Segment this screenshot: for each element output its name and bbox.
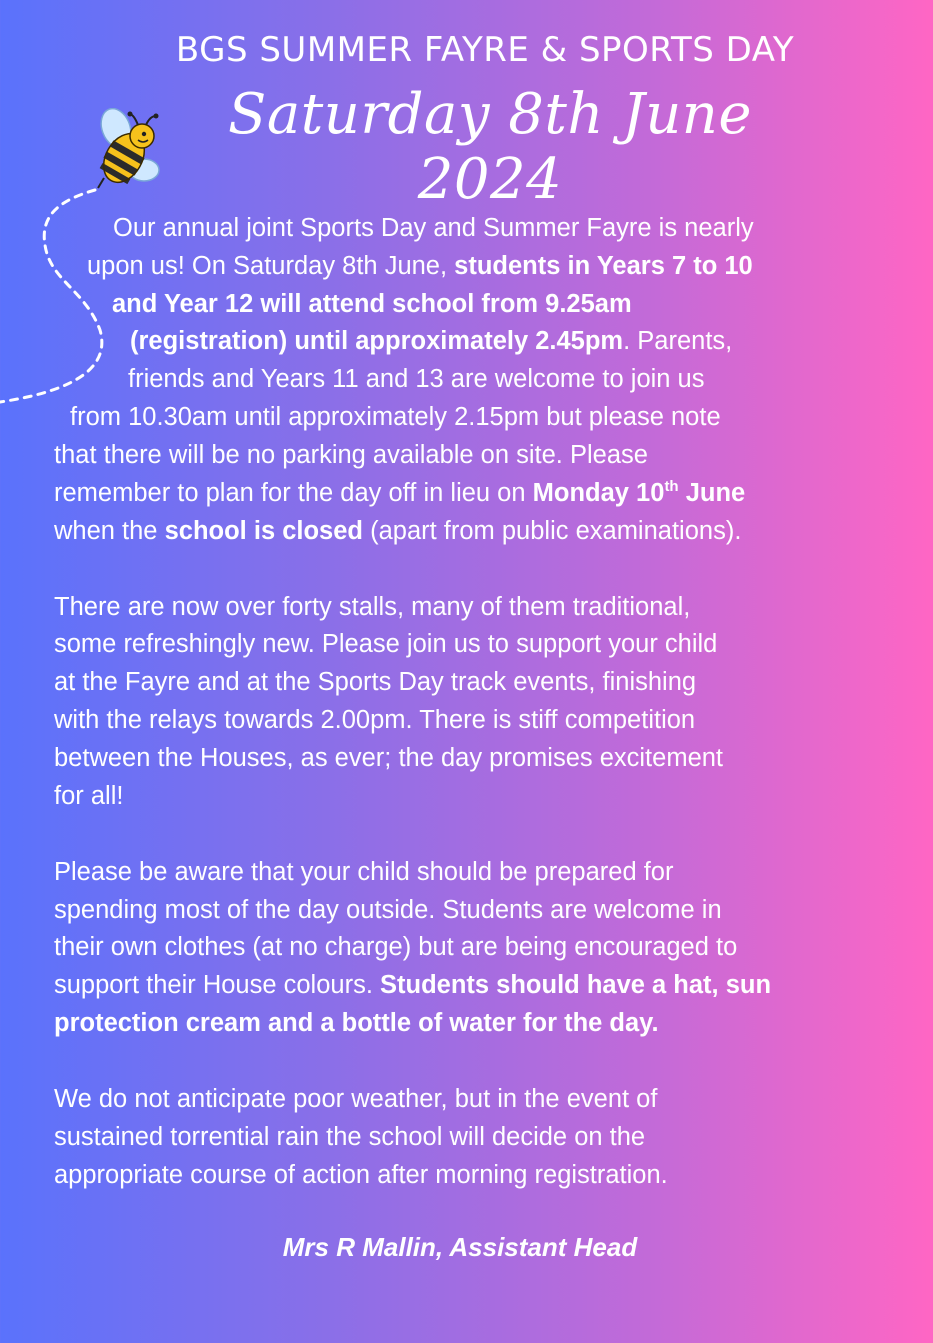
paragraph-1-line-6: from 10.30am until approximately 2.15pm but please note bbox=[70, 403, 721, 431]
paragraph-3-line-2: spending most of the day outside. Students are welcome in bbox=[54, 896, 722, 924]
paragraph-1-line-2: upon us! On Saturday 8th June, students in Years 7 to 10 bbox=[87, 252, 753, 280]
paragraph-4-line-3: appropriate course of action after morning registration. bbox=[54, 1161, 668, 1189]
flight-path-decoration bbox=[0, 180, 130, 415]
paragraph-2-line-3: at the Fayre and at the Sports Day track events, finishing bbox=[54, 668, 697, 696]
paragraph-3-line-1: Please be aware that your child should be prepared for bbox=[54, 858, 674, 886]
event-date: Saturday 8th June 2024 bbox=[228, 82, 752, 212]
paragraph-2-line-4: with the relays towards 2.00pm. There is stiff competition bbox=[54, 706, 696, 734]
paragraph-4-line-2: sustained torrential rain the school will decide on the bbox=[54, 1123, 646, 1151]
paragraph-2-line-6: for all! bbox=[54, 782, 124, 810]
paragraph-2-line-5: between the Houses, as ever; the day promises excitement bbox=[54, 744, 724, 772]
page-title: BGS SUMMER FAYRE & SPORTS DAY bbox=[175, 30, 795, 70]
paragraph-1-line-4: (registration) until approximately 2.45pm. Parents, bbox=[130, 327, 733, 355]
paragraph-3-line-3: their own clothes (at no charge) but are being encouraged to bbox=[54, 933, 738, 961]
paragraph-1-line-3: and Year 12 will attend school from 9.25am bbox=[112, 290, 632, 318]
paragraph-1-line-7: that there will be no parking available on site. Please bbox=[54, 441, 648, 469]
paragraph-1-line-9: when the school is closed (apart from public examinations). bbox=[54, 517, 742, 545]
signoff: Mrs R Mallin, Assistant Head bbox=[282, 1232, 638, 1262]
paragraph-2-line-2: some refreshingly new. Please join us to support your child bbox=[54, 630, 718, 658]
paragraph-3-line-4: support their House colours. Students should have a hat, sun bbox=[54, 971, 772, 999]
paragraph-3-line-5: protection cream and a bottle of water for the day. bbox=[54, 1009, 659, 1037]
paragraph-1-line-5: friends and Years 11 and 13 are welcome to join us bbox=[128, 365, 705, 393]
paragraph-4-line-1: We do not anticipate poor weather, but in the event of bbox=[54, 1085, 658, 1113]
paragraph-1-line-8: remember to plan for the day off in lieu on Monday 10th June bbox=[54, 478, 746, 507]
paragraph-2-line-1: There are now over forty stalls, many of them traditional, bbox=[54, 593, 691, 621]
paragraph-1-line-1: Our annual joint Sports Day and Summer Fayre is nearly bbox=[113, 214, 754, 242]
